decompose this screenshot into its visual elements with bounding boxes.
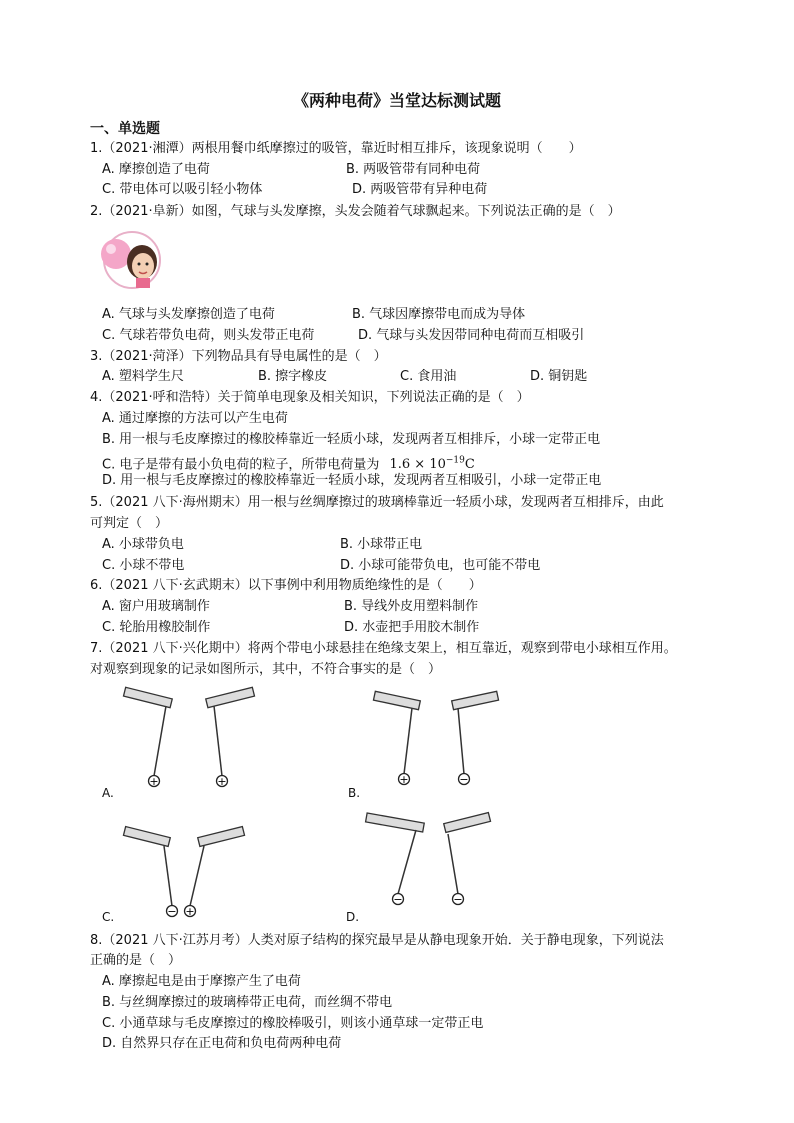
q4-option-c — [102, 452, 475, 474]
support-bar-right — [198, 827, 245, 847]
support-bar-right — [206, 687, 255, 707]
balloon-hair-photo — [96, 230, 176, 296]
q3-option-b: B. 擦字橡皮 — [258, 369, 328, 384]
q6-option-b: B. 导线外皮用塑料制作 — [344, 599, 479, 614]
question-1-stem: 1.（2021·湘潭）两根用餐巾纸摩擦过的吸管，靠近时相互排斥，该现象说明（ ） — [90, 141, 582, 156]
question-7-stem-cont: 对观察到现象的记录如图所示，其中，不符合事实的是（ ） — [90, 662, 442, 677]
q1-option-c: C. 带电体可以吸引轻小物体 — [102, 182, 263, 197]
support-bar-left — [123, 827, 170, 847]
support-bar-left — [124, 687, 173, 707]
question-4-stem: 4.（2021·呼和浩特）关于简单电现象及相关知识，下列说法正确的是（ ） — [90, 390, 530, 405]
q2-option-d: D. 气球与头发因带同种电荷而互相吸引 — [358, 328, 585, 343]
q1-option-a: A. 摩擦创造了电荷 — [102, 162, 210, 177]
question-3-stem: 3.（2021·菏泽）下列物品具有导电属性的是（ ） — [90, 349, 387, 364]
question-5-stem: 5.（2021 八下·海州期末）用一根与丝绸摩擦过的玻璃棒靠近一轻质小球，发现两者互相排斥，由此 — [90, 495, 664, 510]
q4-option-c-text: C. 电子是带有最小负电荷的粒子，所带电荷量为 — [102, 457, 380, 473]
q5-option-d: D. 小球可能带负电，也可能不带电 — [340, 558, 541, 573]
charge-left: − — [393, 893, 403, 906]
q2-option-a: A. 气球与头发摩擦创造了电荷 — [102, 307, 275, 322]
formula-unit: C — [464, 457, 475, 473]
q3-option-d: D. 铜钥匙 — [530, 369, 588, 384]
q4-option-d: D. 用一根与毛皮摩擦过的橡胶棒靠近一轻质小球，发现两者互相吸引，小球一定带正电 — [102, 473, 602, 488]
q3-option-c: C. 食用油 — [400, 369, 457, 384]
figure-b — [364, 690, 514, 800]
q4-option-a: A. 通过摩擦的方法可以产生电荷 — [102, 411, 288, 426]
charge-right: − — [459, 773, 469, 786]
support-bar-right — [452, 691, 499, 709]
charge-right: + — [217, 775, 227, 788]
q2-option-b: B. 气球因摩擦带电而成为导体 — [352, 307, 526, 322]
q5-option-c: C. 小球不带电 — [102, 558, 185, 573]
q8-option-c: C. 小通草球与毛皮摩擦过的橡胶棒吸引，则该小通草球一定带正电 — [102, 1016, 484, 1031]
q8-option-b: B. 与丝绸摩擦过的玻璃棒带正电荷，而丝绸不带电 — [102, 995, 393, 1010]
support-bar-right — [444, 813, 491, 833]
support-bar-left — [366, 813, 425, 832]
charge-left: + — [149, 775, 159, 788]
question-2-stem: 2.（2021·阜新）如图，气球与头发摩擦，头发会随着气球飘起来。下列说法正确的是（ ） — [90, 204, 621, 219]
section-heading: 一、单选题 — [90, 121, 160, 137]
figure-a — [110, 690, 260, 800]
q2-option-c: C. 气球若带负电荷，则头发带正电荷 — [102, 328, 315, 343]
formula-base: 1.6 × 10 — [389, 457, 446, 473]
question-8-stem-cont: 正确的是（ ） — [90, 953, 182, 968]
q4-option-b: B. 用一根与毛皮摩擦过的橡胶棒靠近一轻质小球，发现两者互相排斥，小球一定带正电 — [102, 432, 601, 447]
q1-option-b: B. 两吸管带有同种电荷 — [346, 162, 481, 177]
figure-a-label: A. — [102, 786, 114, 800]
charge-left: + — [399, 773, 409, 786]
q5-option-a: A. 小球带负电 — [102, 537, 184, 552]
q5-option-b: B. 小球带正电 — [340, 537, 423, 552]
charge-right: − — [453, 893, 463, 906]
q3-option-a: A. 塑料学生尺 — [102, 369, 184, 384]
page-title: 《两种电荷》当堂达标测试题 — [292, 91, 501, 110]
question-8-stem: 8.（2021 八下·江苏月考）人类对原子结构的探究最早是从静电现象开始．关于静电现象，下列说法 — [90, 933, 664, 948]
q1-option-d: D. 两吸管带有异种电荷 — [352, 182, 488, 197]
question-7-stem: 7.（2021 八下·兴化期中）将两个带电小球悬挂在绝缘支架上，相互靠近，观察到带电小球相互作用。 — [90, 641, 677, 656]
figure-d — [362, 812, 512, 922]
q8-option-a: A. 摩擦起电是由于摩擦产生了电荷 — [102, 974, 301, 989]
figure-c-label: C. — [102, 910, 115, 924]
q6-option-d: D. 水壶把手用胶木制作 — [344, 620, 480, 635]
figure-b-label: B. — [348, 786, 361, 800]
q6-option-c: C. 轮胎用橡胶制作 — [102, 620, 211, 635]
q6-option-a: A. 窗户用玻璃制作 — [102, 599, 210, 614]
charge-right: + — [185, 905, 195, 918]
question-6-stem: 6.（2021 八下·玄武期末）以下事例中利用物质绝缘性的是（ ） — [90, 578, 482, 593]
question-5-stem-cont: 可判定（ ） — [90, 516, 169, 531]
figure-c — [114, 826, 254, 926]
formula-exponent: −19 — [445, 456, 465, 466]
support-bar-left — [373, 691, 420, 709]
q8-option-d: D. 自然界只存在正电荷和负电荷两种电荷 — [102, 1036, 342, 1051]
charge-left: − — [167, 905, 177, 918]
charge-formula — [389, 457, 474, 472]
figure-d-label: D. — [346, 910, 360, 924]
